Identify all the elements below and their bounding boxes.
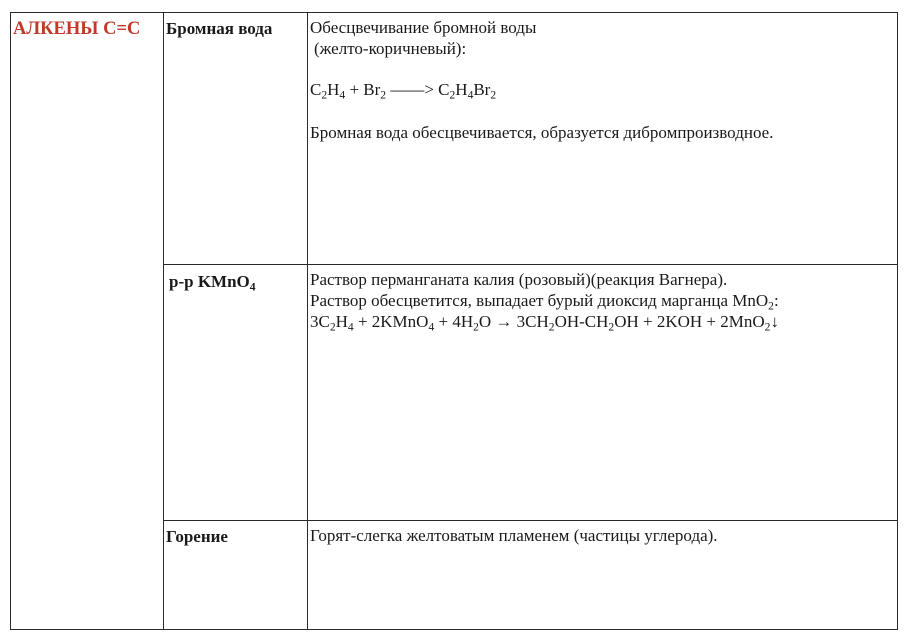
reagent-cell (164, 521, 308, 630)
reagent-cell (164, 265, 308, 521)
description-line: Раствор перманганата калия (розовый)(реакция Вагнера). (310, 270, 728, 289)
description-cell (308, 265, 898, 521)
compound-class-title: АЛКЕНЫ С=С (13, 19, 141, 39)
reaction-equation: $3C_2H_4$ + 2KMnO$_4$ + $4H_2O \to 3CH_2OH-CH_2OH + 2KOH$ + 2MnO$_2$↓ (310, 312, 779, 334)
description-line: Обесцвечивание бромной воды (310, 18, 537, 37)
description-line: Бромная вода обесцвечивается, образуется дибромпроизводное. (310, 123, 774, 142)
description-line: Раствор обесцветится, выпадает бурый диоксид марганца MnO$_2$: (310, 291, 779, 313)
description-cell (308, 521, 898, 630)
reactions-table (10, 12, 898, 630)
table-row (11, 13, 898, 265)
reagent-label: р-р KMnO$_4$ (169, 272, 256, 294)
description-cell (308, 13, 898, 265)
class-cell (11, 13, 164, 630)
description-line: Горят-слегка желтоватым пламенем (частицы углерода). (310, 526, 718, 545)
reagent-cell (164, 13, 308, 265)
reagent-label: Горение (166, 527, 228, 546)
reaction-equation: $C_2H_4 + Br_2$ ——> $C_2H_4Br_2$ (310, 80, 497, 102)
reagent-label: Бромная вода (166, 19, 273, 38)
description-line: (желто-коричневый): (314, 39, 467, 58)
